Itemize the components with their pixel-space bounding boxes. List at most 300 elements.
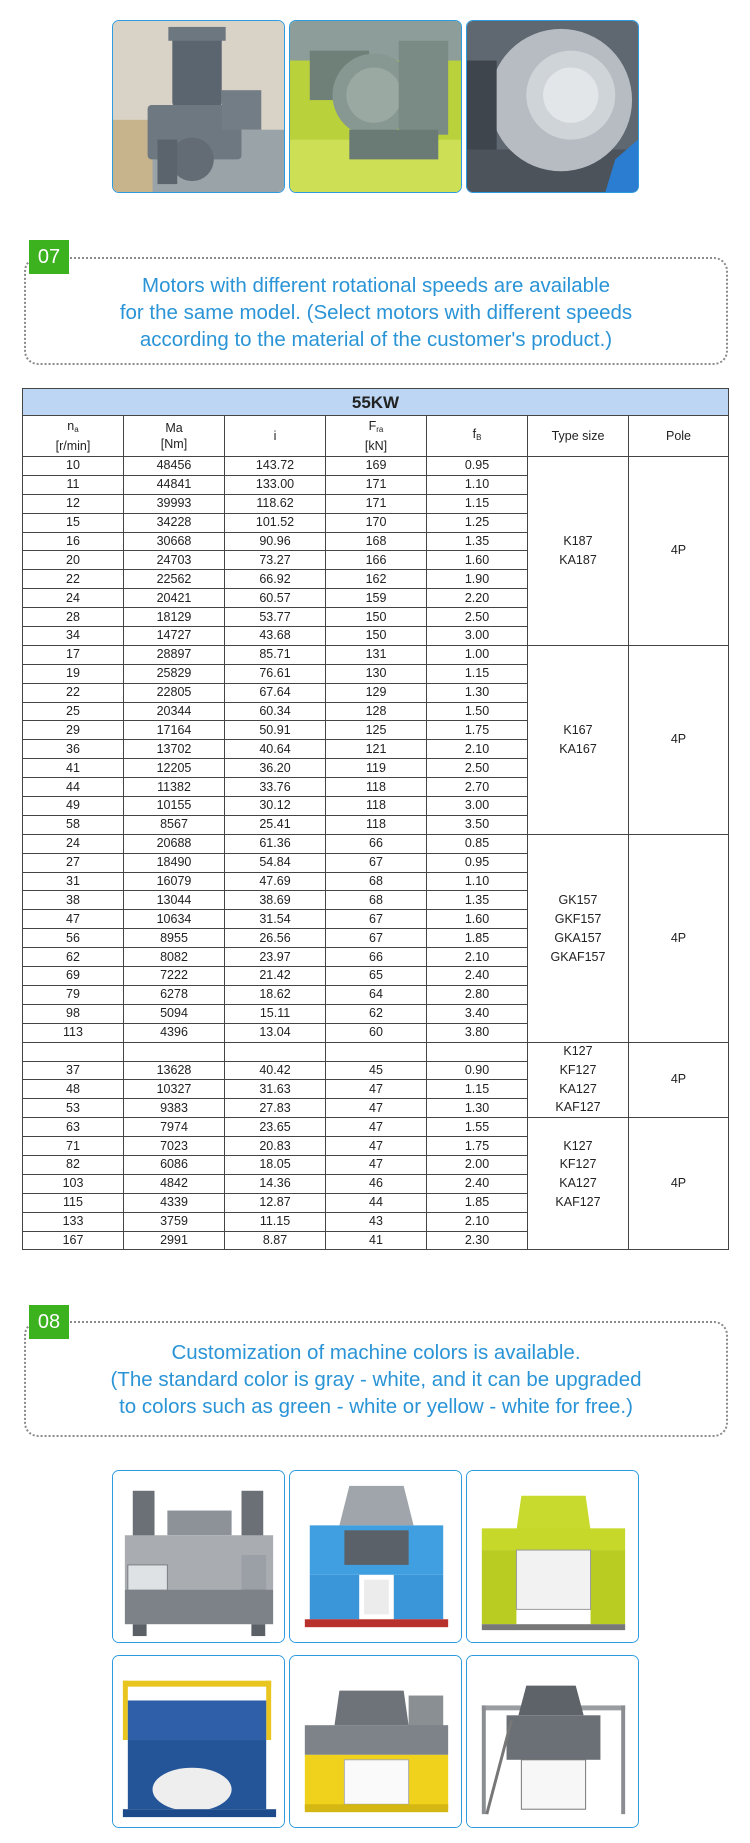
table-row bbox=[23, 891, 729, 910]
machine-photo-green-image bbox=[467, 1471, 638, 1642]
cell-fra: 64 bbox=[326, 985, 427, 1004]
table-row bbox=[23, 664, 729, 683]
cell-i: 50.91 bbox=[225, 721, 326, 740]
machine-photo-yellow-frame bbox=[112, 1655, 285, 1828]
cell-fb: 1.25 bbox=[427, 513, 528, 532]
cell-i: 85.71 bbox=[225, 645, 326, 664]
cell-type-size bbox=[528, 1212, 629, 1231]
cell-fb: 2.40 bbox=[427, 1174, 528, 1193]
header-type-size: Type size bbox=[528, 416, 629, 457]
cell-i: 118.62 bbox=[225, 494, 326, 513]
cell-na: 16 bbox=[23, 532, 124, 551]
cell-ma: 5094 bbox=[124, 1004, 225, 1023]
cell-ma: 7222 bbox=[124, 967, 225, 986]
cell-fra: 46 bbox=[326, 1174, 427, 1193]
cell-ma: 8082 bbox=[124, 948, 225, 967]
cell-fb: 3.80 bbox=[427, 1023, 528, 1042]
cell-ma: 3759 bbox=[124, 1212, 225, 1231]
cell-i: 90.96 bbox=[225, 532, 326, 551]
table-row bbox=[23, 910, 729, 929]
table-title: 55KW bbox=[23, 389, 729, 416]
machine-photo-green bbox=[466, 1470, 639, 1643]
machine-photo-row-2 bbox=[112, 1655, 640, 1828]
cell-type-size: GKA157 bbox=[528, 929, 629, 948]
cell-fra: 41 bbox=[326, 1231, 427, 1250]
cell-ma: 10327 bbox=[124, 1080, 225, 1099]
cell-fb: 1.60 bbox=[427, 551, 528, 570]
table-row bbox=[23, 627, 729, 646]
table-row bbox=[23, 778, 729, 797]
cell-type-size: KA127 bbox=[528, 1174, 629, 1193]
cell-na: 79 bbox=[23, 985, 124, 1004]
table-row bbox=[23, 1212, 729, 1231]
cell-ma: 10634 bbox=[124, 910, 225, 929]
cell-type-size bbox=[528, 985, 629, 1004]
cell-fra: 171 bbox=[326, 475, 427, 494]
cell-na: 82 bbox=[23, 1155, 124, 1174]
cell-i: 11.15 bbox=[225, 1212, 326, 1231]
table-row bbox=[23, 1061, 729, 1080]
cell-pole: 4P bbox=[629, 834, 729, 1042]
table-row bbox=[23, 1174, 729, 1193]
cell-i: 20.83 bbox=[225, 1137, 326, 1156]
cell-fra: 43 bbox=[326, 1212, 427, 1231]
table-row bbox=[23, 853, 729, 872]
table-row bbox=[23, 872, 729, 891]
cell-type-size bbox=[528, 608, 629, 627]
cell-type-size bbox=[528, 815, 629, 834]
table-row bbox=[23, 608, 729, 627]
cell-na: 24 bbox=[23, 589, 124, 608]
cell-fb: 1.35 bbox=[427, 891, 528, 910]
cell-fb: 1.30 bbox=[427, 1099, 528, 1118]
table-row bbox=[23, 1080, 729, 1099]
cell-type-size bbox=[528, 683, 629, 702]
cell-na: 24 bbox=[23, 834, 124, 853]
table-header-row bbox=[23, 416, 729, 457]
cell-type-size bbox=[528, 627, 629, 646]
cell-na: 29 bbox=[23, 721, 124, 740]
cell-i: 38.69 bbox=[225, 891, 326, 910]
cell-i: 54.84 bbox=[225, 853, 326, 872]
cell-fb: 1.10 bbox=[427, 475, 528, 494]
cell-fb: 1.85 bbox=[427, 929, 528, 948]
cell-ma: 12205 bbox=[124, 759, 225, 778]
cell-ma: 20421 bbox=[124, 589, 225, 608]
table-row bbox=[23, 1099, 729, 1118]
cell-fb: 2.20 bbox=[427, 589, 528, 608]
cell-fb: 3.50 bbox=[427, 815, 528, 834]
cell-i: 73.27 bbox=[225, 551, 326, 570]
cell-ma: 44841 bbox=[124, 475, 225, 494]
machine-photo-blue-image bbox=[290, 1471, 461, 1642]
cell-type-size bbox=[528, 1004, 629, 1023]
cell-ma: 4339 bbox=[124, 1193, 225, 1212]
machine-photo-row-1 bbox=[112, 1470, 640, 1643]
cell-fb: 2.10 bbox=[427, 948, 528, 967]
cell-fra: 47 bbox=[326, 1080, 427, 1099]
cell-type-size: K187 bbox=[528, 532, 629, 551]
cell-na: 63 bbox=[23, 1118, 124, 1137]
cell-type-size: KA187 bbox=[528, 551, 629, 570]
cell-na: 71 bbox=[23, 1137, 124, 1156]
machine-photo-yellow-gray-image bbox=[290, 1656, 461, 1827]
cell-na: 62 bbox=[23, 948, 124, 967]
cell-na: 37 bbox=[23, 1061, 124, 1080]
cell-fra: 166 bbox=[326, 551, 427, 570]
cell-ma: 2991 bbox=[124, 1231, 225, 1250]
cell-fb: 2.30 bbox=[427, 1231, 528, 1250]
cell-type-size bbox=[528, 494, 629, 513]
cell-fb: 3.00 bbox=[427, 797, 528, 816]
table-row bbox=[23, 1023, 729, 1042]
cell-type-size: K127 bbox=[528, 1137, 629, 1156]
cell-i: 53.77 bbox=[225, 608, 326, 627]
cell-fb: 2.00 bbox=[427, 1155, 528, 1174]
table-row bbox=[23, 1004, 729, 1023]
table-row bbox=[23, 1137, 729, 1156]
cell-pole: 4P bbox=[629, 645, 729, 834]
header-na: $n_a$ [r/min] bbox=[23, 416, 124, 457]
cell-i: 15.11 bbox=[225, 1004, 326, 1023]
table-body bbox=[23, 457, 729, 1250]
table-row bbox=[23, 1155, 729, 1174]
cell-type-size bbox=[528, 1231, 629, 1250]
header-i: i bbox=[225, 416, 326, 457]
cell-type-size bbox=[528, 457, 629, 476]
table-row bbox=[23, 721, 729, 740]
cell-type-size bbox=[528, 589, 629, 608]
cell-type-size: K127 bbox=[528, 1042, 629, 1061]
cell-fb: 1.15 bbox=[427, 664, 528, 683]
cell-fb: 2.50 bbox=[427, 608, 528, 627]
header-pole: Pole bbox=[629, 416, 729, 457]
cell-na: 44 bbox=[23, 778, 124, 797]
header-fra: $F_{ra}$ [kN] bbox=[326, 416, 427, 457]
cell-fra: 150 bbox=[326, 627, 427, 646]
cell-ma: 4396 bbox=[124, 1023, 225, 1042]
cell-type-size: KA127 bbox=[528, 1080, 629, 1099]
cell-fra bbox=[326, 1042, 427, 1061]
table-row bbox=[23, 834, 729, 853]
cell-na: 53 bbox=[23, 1099, 124, 1118]
cell-fra: 168 bbox=[326, 532, 427, 551]
cell-na: 115 bbox=[23, 1193, 124, 1212]
table-row bbox=[23, 532, 729, 551]
cell-i: 60.34 bbox=[225, 702, 326, 721]
cell-i: 76.61 bbox=[225, 664, 326, 683]
cell-type-size bbox=[528, 853, 629, 872]
cell-i: 31.63 bbox=[225, 1080, 326, 1099]
cell-na: 15 bbox=[23, 513, 124, 532]
cell-na: 22 bbox=[23, 683, 124, 702]
cell-type-size bbox=[528, 664, 629, 683]
section-07-line: according to the material of the customer's product.) bbox=[139, 328, 613, 351]
cell-type-size bbox=[528, 778, 629, 797]
cell-type-size: KF127 bbox=[528, 1061, 629, 1080]
cell-type-size: GKAF157 bbox=[528, 948, 629, 967]
cell-ma: 39993 bbox=[124, 494, 225, 513]
cell-i: 27.83 bbox=[225, 1099, 326, 1118]
cell-type-size: GK157 bbox=[528, 891, 629, 910]
cell-na: 69 bbox=[23, 967, 124, 986]
section-08-line: to colors such as green - white or yellow - white for free.) bbox=[119, 1395, 633, 1418]
cell-na: 28 bbox=[23, 608, 124, 627]
machine-photo-blue bbox=[289, 1470, 462, 1643]
cell-fra: 45 bbox=[326, 1061, 427, 1080]
section-07-line: Motors with different rotational speeds are available bbox=[142, 274, 610, 297]
cell-fra: 169 bbox=[326, 457, 427, 476]
table-row bbox=[23, 985, 729, 1004]
cell-type-size: GKF157 bbox=[528, 910, 629, 929]
cell-i: 33.76 bbox=[225, 778, 326, 797]
cell-na: 11 bbox=[23, 475, 124, 494]
machine-photo-yellow-gray bbox=[289, 1655, 462, 1828]
cell-i: 66.92 bbox=[225, 570, 326, 589]
cell-i: 30.12 bbox=[225, 797, 326, 816]
table-row bbox=[23, 494, 729, 513]
cell-i: 143.72 bbox=[225, 457, 326, 476]
cell-type-size bbox=[528, 645, 629, 664]
cell-fra: 128 bbox=[326, 702, 427, 721]
cell-fra: 47 bbox=[326, 1118, 427, 1137]
cell-type-size: KF127 bbox=[528, 1155, 629, 1174]
cell-type-size bbox=[528, 967, 629, 986]
cell-na: 17 bbox=[23, 645, 124, 664]
cell-fb: 1.85 bbox=[427, 1193, 528, 1212]
cell-fra: 118 bbox=[326, 778, 427, 797]
cell-i: 18.62 bbox=[225, 985, 326, 1004]
motor-photo-gray-gearbox-image bbox=[113, 21, 284, 192]
header-fb: $f_B$ bbox=[427, 416, 528, 457]
cell-fb: 2.50 bbox=[427, 759, 528, 778]
cell-pole: 4P bbox=[629, 457, 729, 646]
motor-photo-green-gearbox-image bbox=[290, 21, 461, 192]
cell-ma: 20688 bbox=[124, 834, 225, 853]
cell-fra: 150 bbox=[326, 608, 427, 627]
cell-ma: 10155 bbox=[124, 797, 225, 816]
table-row bbox=[23, 740, 729, 759]
cell-fb: 2.40 bbox=[427, 967, 528, 986]
cell-ma: 17164 bbox=[124, 721, 225, 740]
cell-fb: 1.15 bbox=[427, 1080, 528, 1099]
cell-fb: 0.90 bbox=[427, 1061, 528, 1080]
cell-i: 133.00 bbox=[225, 475, 326, 494]
table-row bbox=[23, 815, 729, 834]
cell-fb: 0.95 bbox=[427, 457, 528, 476]
table-row bbox=[23, 948, 729, 967]
table-row bbox=[23, 929, 729, 948]
motor-photo-row bbox=[112, 20, 640, 193]
cell-i: 26.56 bbox=[225, 929, 326, 948]
cell-na: 20 bbox=[23, 551, 124, 570]
cell-type-size bbox=[528, 702, 629, 721]
motor-photo-gray-gearbox bbox=[112, 20, 285, 193]
cell-i: 23.97 bbox=[225, 948, 326, 967]
cell-i: 36.20 bbox=[225, 759, 326, 778]
cell-fra: 162 bbox=[326, 570, 427, 589]
cell-na bbox=[23, 1042, 124, 1061]
header-ma: Ma [Nm] bbox=[124, 416, 225, 457]
cell-fb: 1.55 bbox=[427, 1118, 528, 1137]
cell-na: 22 bbox=[23, 570, 124, 589]
machine-photo-gray bbox=[112, 1470, 285, 1643]
section-07-line: for the same model. (Select motors with different speeds bbox=[119, 301, 633, 324]
section-08-line: Customization of machine colors is available. bbox=[171, 1341, 581, 1364]
cell-fb: 0.95 bbox=[427, 853, 528, 872]
cell-i: 47.69 bbox=[225, 872, 326, 891]
cell-ma: 22805 bbox=[124, 683, 225, 702]
cell-fra: 159 bbox=[326, 589, 427, 608]
cell-ma: 34228 bbox=[124, 513, 225, 532]
cell-fra: 67 bbox=[326, 929, 427, 948]
table-row bbox=[23, 1042, 729, 1061]
cell-i: 12.87 bbox=[225, 1193, 326, 1212]
cell-ma: 48456 bbox=[124, 457, 225, 476]
cell-fra: 44 bbox=[326, 1193, 427, 1212]
table-row bbox=[23, 1231, 729, 1250]
cell-i: 23.65 bbox=[225, 1118, 326, 1137]
cell-i: 14.36 bbox=[225, 1174, 326, 1193]
table-row bbox=[23, 570, 729, 589]
cell-fra: 65 bbox=[326, 967, 427, 986]
cell-type-size bbox=[528, 797, 629, 816]
cell-pole: 4P bbox=[629, 1118, 729, 1250]
table-row bbox=[23, 589, 729, 608]
cell-type-size bbox=[528, 1023, 629, 1042]
cell-fra: 47 bbox=[326, 1137, 427, 1156]
cell-na: 167 bbox=[23, 1231, 124, 1250]
cell-na: 56 bbox=[23, 929, 124, 948]
cell-ma: 30668 bbox=[124, 532, 225, 551]
cell-fb: 1.60 bbox=[427, 910, 528, 929]
cell-ma: 22562 bbox=[124, 570, 225, 589]
cell-fra: 119 bbox=[326, 759, 427, 778]
cell-ma: 18129 bbox=[124, 608, 225, 627]
cell-i: 43.68 bbox=[225, 627, 326, 646]
cell-ma: 8567 bbox=[124, 815, 225, 834]
cell-ma: 4842 bbox=[124, 1174, 225, 1193]
cell-fb: 3.00 bbox=[427, 627, 528, 646]
motor-spec-table bbox=[22, 388, 729, 1250]
cell-fra: 131 bbox=[326, 645, 427, 664]
cell-fb: 1.75 bbox=[427, 1137, 528, 1156]
cell-ma: 13044 bbox=[124, 891, 225, 910]
cell-na: 36 bbox=[23, 740, 124, 759]
cell-na: 49 bbox=[23, 797, 124, 816]
cell-type-size bbox=[528, 759, 629, 778]
cell-i: 67.64 bbox=[225, 683, 326, 702]
cell-i: 25.41 bbox=[225, 815, 326, 834]
machine-photo-platform-image bbox=[467, 1656, 638, 1827]
cell-fra: 62 bbox=[326, 1004, 427, 1023]
cell-fra: 118 bbox=[326, 797, 427, 816]
cell-type-size bbox=[528, 872, 629, 891]
section-08-line: (The standard color is gray - white, and it can be upgraded bbox=[110, 1368, 642, 1391]
table-row bbox=[23, 513, 729, 532]
cell-fra: 130 bbox=[326, 664, 427, 683]
cell-i: 31.54 bbox=[225, 910, 326, 929]
motor-photo-green-gearbox bbox=[289, 20, 462, 193]
cell-type-size: K167 bbox=[528, 721, 629, 740]
cell-fra: 67 bbox=[326, 853, 427, 872]
cell-na: 31 bbox=[23, 872, 124, 891]
cell-type-size bbox=[528, 834, 629, 853]
cell-fb: 0.85 bbox=[427, 834, 528, 853]
cell-ma: 9383 bbox=[124, 1099, 225, 1118]
cell-i: 61.36 bbox=[225, 834, 326, 853]
cell-fb: 1.50 bbox=[427, 702, 528, 721]
cell-fb: 1.10 bbox=[427, 872, 528, 891]
cell-fb: 2.80 bbox=[427, 985, 528, 1004]
cell-ma: 6278 bbox=[124, 985, 225, 1004]
cell-ma: 20344 bbox=[124, 702, 225, 721]
cell-i: 40.64 bbox=[225, 740, 326, 759]
cell-fb: 2.70 bbox=[427, 778, 528, 797]
cell-fra: 171 bbox=[326, 494, 427, 513]
cell-ma: 28897 bbox=[124, 645, 225, 664]
cell-fb: 2.10 bbox=[427, 1212, 528, 1231]
cell-fra: 67 bbox=[326, 910, 427, 929]
cell-fb: 1.35 bbox=[427, 532, 528, 551]
cell-ma: 24703 bbox=[124, 551, 225, 570]
cell-na: 19 bbox=[23, 664, 124, 683]
cell-i: 40.42 bbox=[225, 1061, 326, 1080]
cell-fb: 1.30 bbox=[427, 683, 528, 702]
cell-ma: 7974 bbox=[124, 1118, 225, 1137]
cell-type-size bbox=[528, 570, 629, 589]
table-row bbox=[23, 759, 729, 778]
cell-fra: 118 bbox=[326, 815, 427, 834]
machine-photo-platform bbox=[466, 1655, 639, 1828]
cell-na: 98 bbox=[23, 1004, 124, 1023]
cell-ma: 11382 bbox=[124, 778, 225, 797]
cell-na: 12 bbox=[23, 494, 124, 513]
cell-fra: 68 bbox=[326, 891, 427, 910]
cell-ma: 6086 bbox=[124, 1155, 225, 1174]
cell-fb: 1.90 bbox=[427, 570, 528, 589]
cell-type-size: KAF127 bbox=[528, 1193, 629, 1212]
table-row bbox=[23, 683, 729, 702]
cell-i: 13.04 bbox=[225, 1023, 326, 1042]
cell-na: 47 bbox=[23, 910, 124, 929]
cell-fra: 47 bbox=[326, 1099, 427, 1118]
cell-type-size bbox=[528, 513, 629, 532]
section-07-text bbox=[24, 272, 728, 353]
cell-ma: 16079 bbox=[124, 872, 225, 891]
table-row bbox=[23, 475, 729, 494]
cell-na: 27 bbox=[23, 853, 124, 872]
table-row bbox=[23, 1118, 729, 1137]
section-08-badge: 08 bbox=[29, 1305, 69, 1339]
cell-fb: 1.75 bbox=[427, 721, 528, 740]
cell-pole: 4P bbox=[629, 1042, 729, 1118]
section-08-text bbox=[24, 1339, 728, 1420]
cell-fra: 170 bbox=[326, 513, 427, 532]
cell-ma: 25829 bbox=[124, 664, 225, 683]
cell-ma: 7023 bbox=[124, 1137, 225, 1156]
cell-fra: 68 bbox=[326, 872, 427, 891]
cell-fra: 121 bbox=[326, 740, 427, 759]
cell-na: 133 bbox=[23, 1212, 124, 1231]
cell-i: 21.42 bbox=[225, 967, 326, 986]
cell-fb: 3.40 bbox=[427, 1004, 528, 1023]
cell-fra: 47 bbox=[326, 1155, 427, 1174]
cell-fb: 1.00 bbox=[427, 645, 528, 664]
cell-i bbox=[225, 1042, 326, 1061]
cell-na: 103 bbox=[23, 1174, 124, 1193]
table-row bbox=[23, 702, 729, 721]
